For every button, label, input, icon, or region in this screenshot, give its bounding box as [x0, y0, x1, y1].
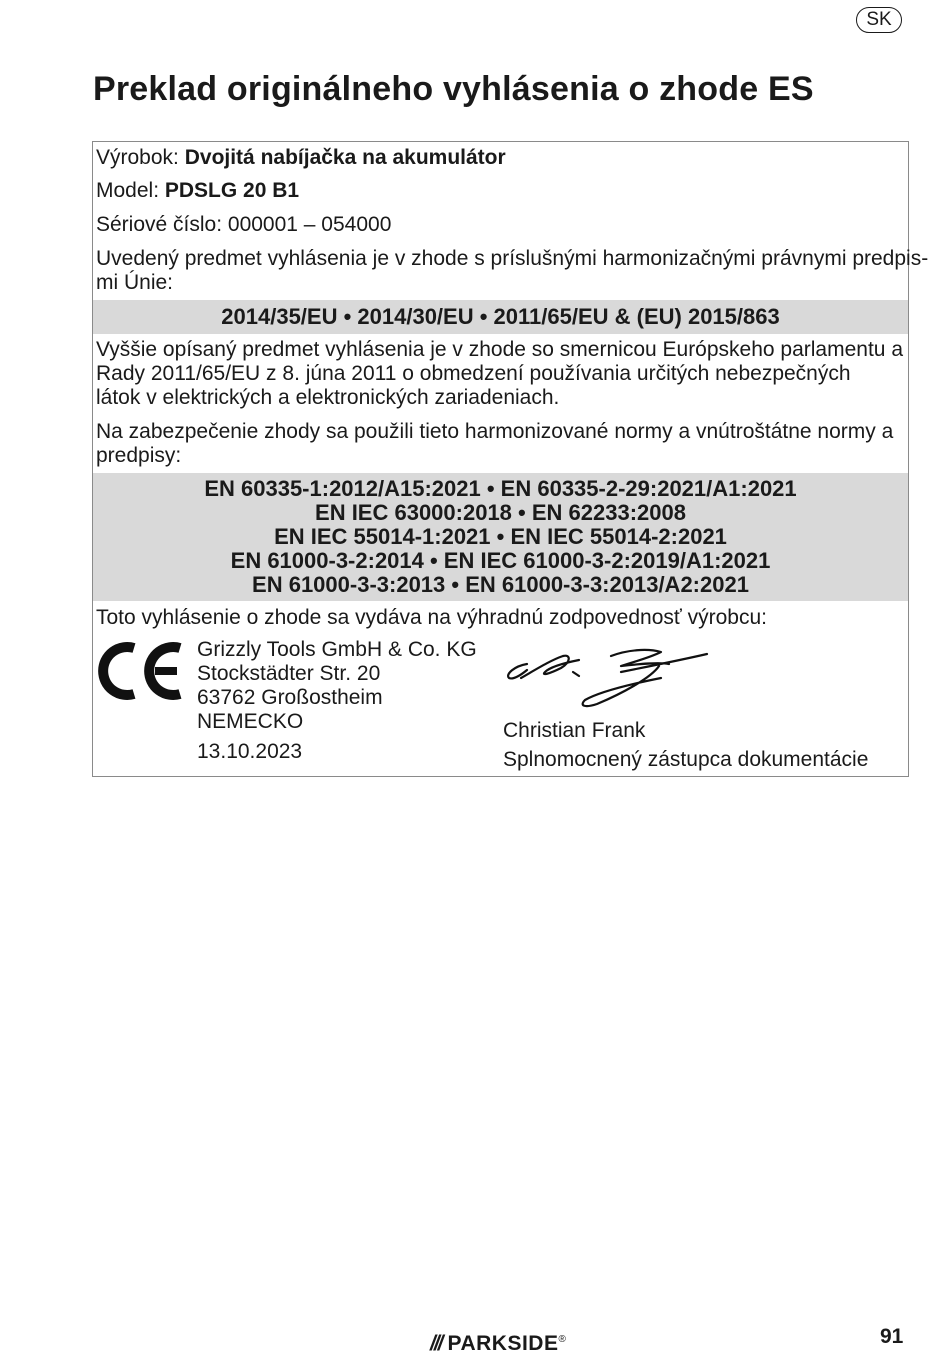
- standard-line: EN 61000-3-3:2013 • EN 61000-3-3:2013/A2:2021: [252, 572, 749, 597]
- conformity-text-line: mi Únie:: [96, 271, 174, 294]
- signer-role: Splnomocnený zástupca dokumentácie: [503, 748, 869, 771]
- brand-logo: [430, 1332, 566, 1356]
- standards-intro-line: predpisy:: [96, 444, 182, 467]
- standard-line: EN 61000-3-2:2014 • EN IEC 61000-3-2:2019/A1:2021: [230, 548, 771, 573]
- responsibility-text: Toto vyhlásenie o zhode sa vydáva na výhradnú zodpovednosť výrobcu:: [96, 606, 767, 629]
- model-value: PDSLG 20 B1: [164, 179, 300, 202]
- standard-line: EN IEC 63000:2018 • EN 62233:2008: [315, 500, 686, 525]
- address-line: NEMECKO: [197, 710, 304, 733]
- rohs-text-line: látok v elektrických a elektronických zariadeniach.: [96, 386, 560, 409]
- brand-registered-mark: ®: [558, 1334, 567, 1345]
- directives-band: 2014/35/EU • 2014/30/EU • 2011/65/EU & (EU) 2015/863: [93, 300, 908, 334]
- standards-band: [93, 473, 908, 601]
- conformity-text-line: Uvedený predmet vyhlásenia je v zhode s príslušnými harmonizačnými právnymi predpis-: [96, 247, 929, 270]
- issue-date: 13.10.2023: [197, 740, 303, 763]
- product-value: Dvojitá nabíjačka na akumulátor: [184, 146, 506, 169]
- rohs-text-line: Vyššie opísaný predmet vyhlásenia je v zhode so smernicou Európskeho parlamentu a: [96, 338, 903, 361]
- model-label: Model:: [96, 179, 160, 202]
- address-line: Stockstädter Str. 20: [197, 662, 381, 685]
- standards-intro-line: Na zabezpečenie zhody sa použili tieto harmonizované normy a vnútroštátne normy a: [96, 420, 894, 443]
- language-badge: SK: [856, 7, 902, 33]
- brand-stripes: ///: [430, 1332, 442, 1355]
- brand-name: PARKSIDE: [447, 1332, 559, 1355]
- page-number: 91: [880, 1325, 904, 1348]
- product-label: Výrobok:: [96, 146, 179, 169]
- rohs-text-line: Rady 2011/65/EU z 8. júna 2011 o obmedzení používania určitých nebezpečných: [96, 362, 851, 385]
- signature-image: [501, 642, 716, 714]
- ce-mark-icon: [95, 640, 185, 702]
- manufacturer-address: [197, 638, 477, 764]
- serial-number: Sériové číslo: 000001 – 054000: [96, 213, 392, 236]
- address-line: 63762 Großostheim: [197, 686, 383, 709]
- address-line: Grizzly Tools GmbH & Co. KG: [197, 638, 477, 661]
- model-line: [96, 179, 299, 203]
- product-line: [96, 146, 506, 170]
- standard-line: EN IEC 55014-1:2021 • EN IEC 55014-2:2021: [274, 524, 727, 549]
- signer: [503, 716, 868, 774]
- page-title: Preklad originálneho vyhlásenia o zhode ES: [93, 70, 814, 108]
- signer-name: Christian Frank: [503, 719, 646, 742]
- standard-line: EN 60335-1:2012/A15:2021 • EN 60335-2-29:2021/A1:2021: [204, 476, 797, 501]
- declaration-box: [92, 141, 929, 777]
